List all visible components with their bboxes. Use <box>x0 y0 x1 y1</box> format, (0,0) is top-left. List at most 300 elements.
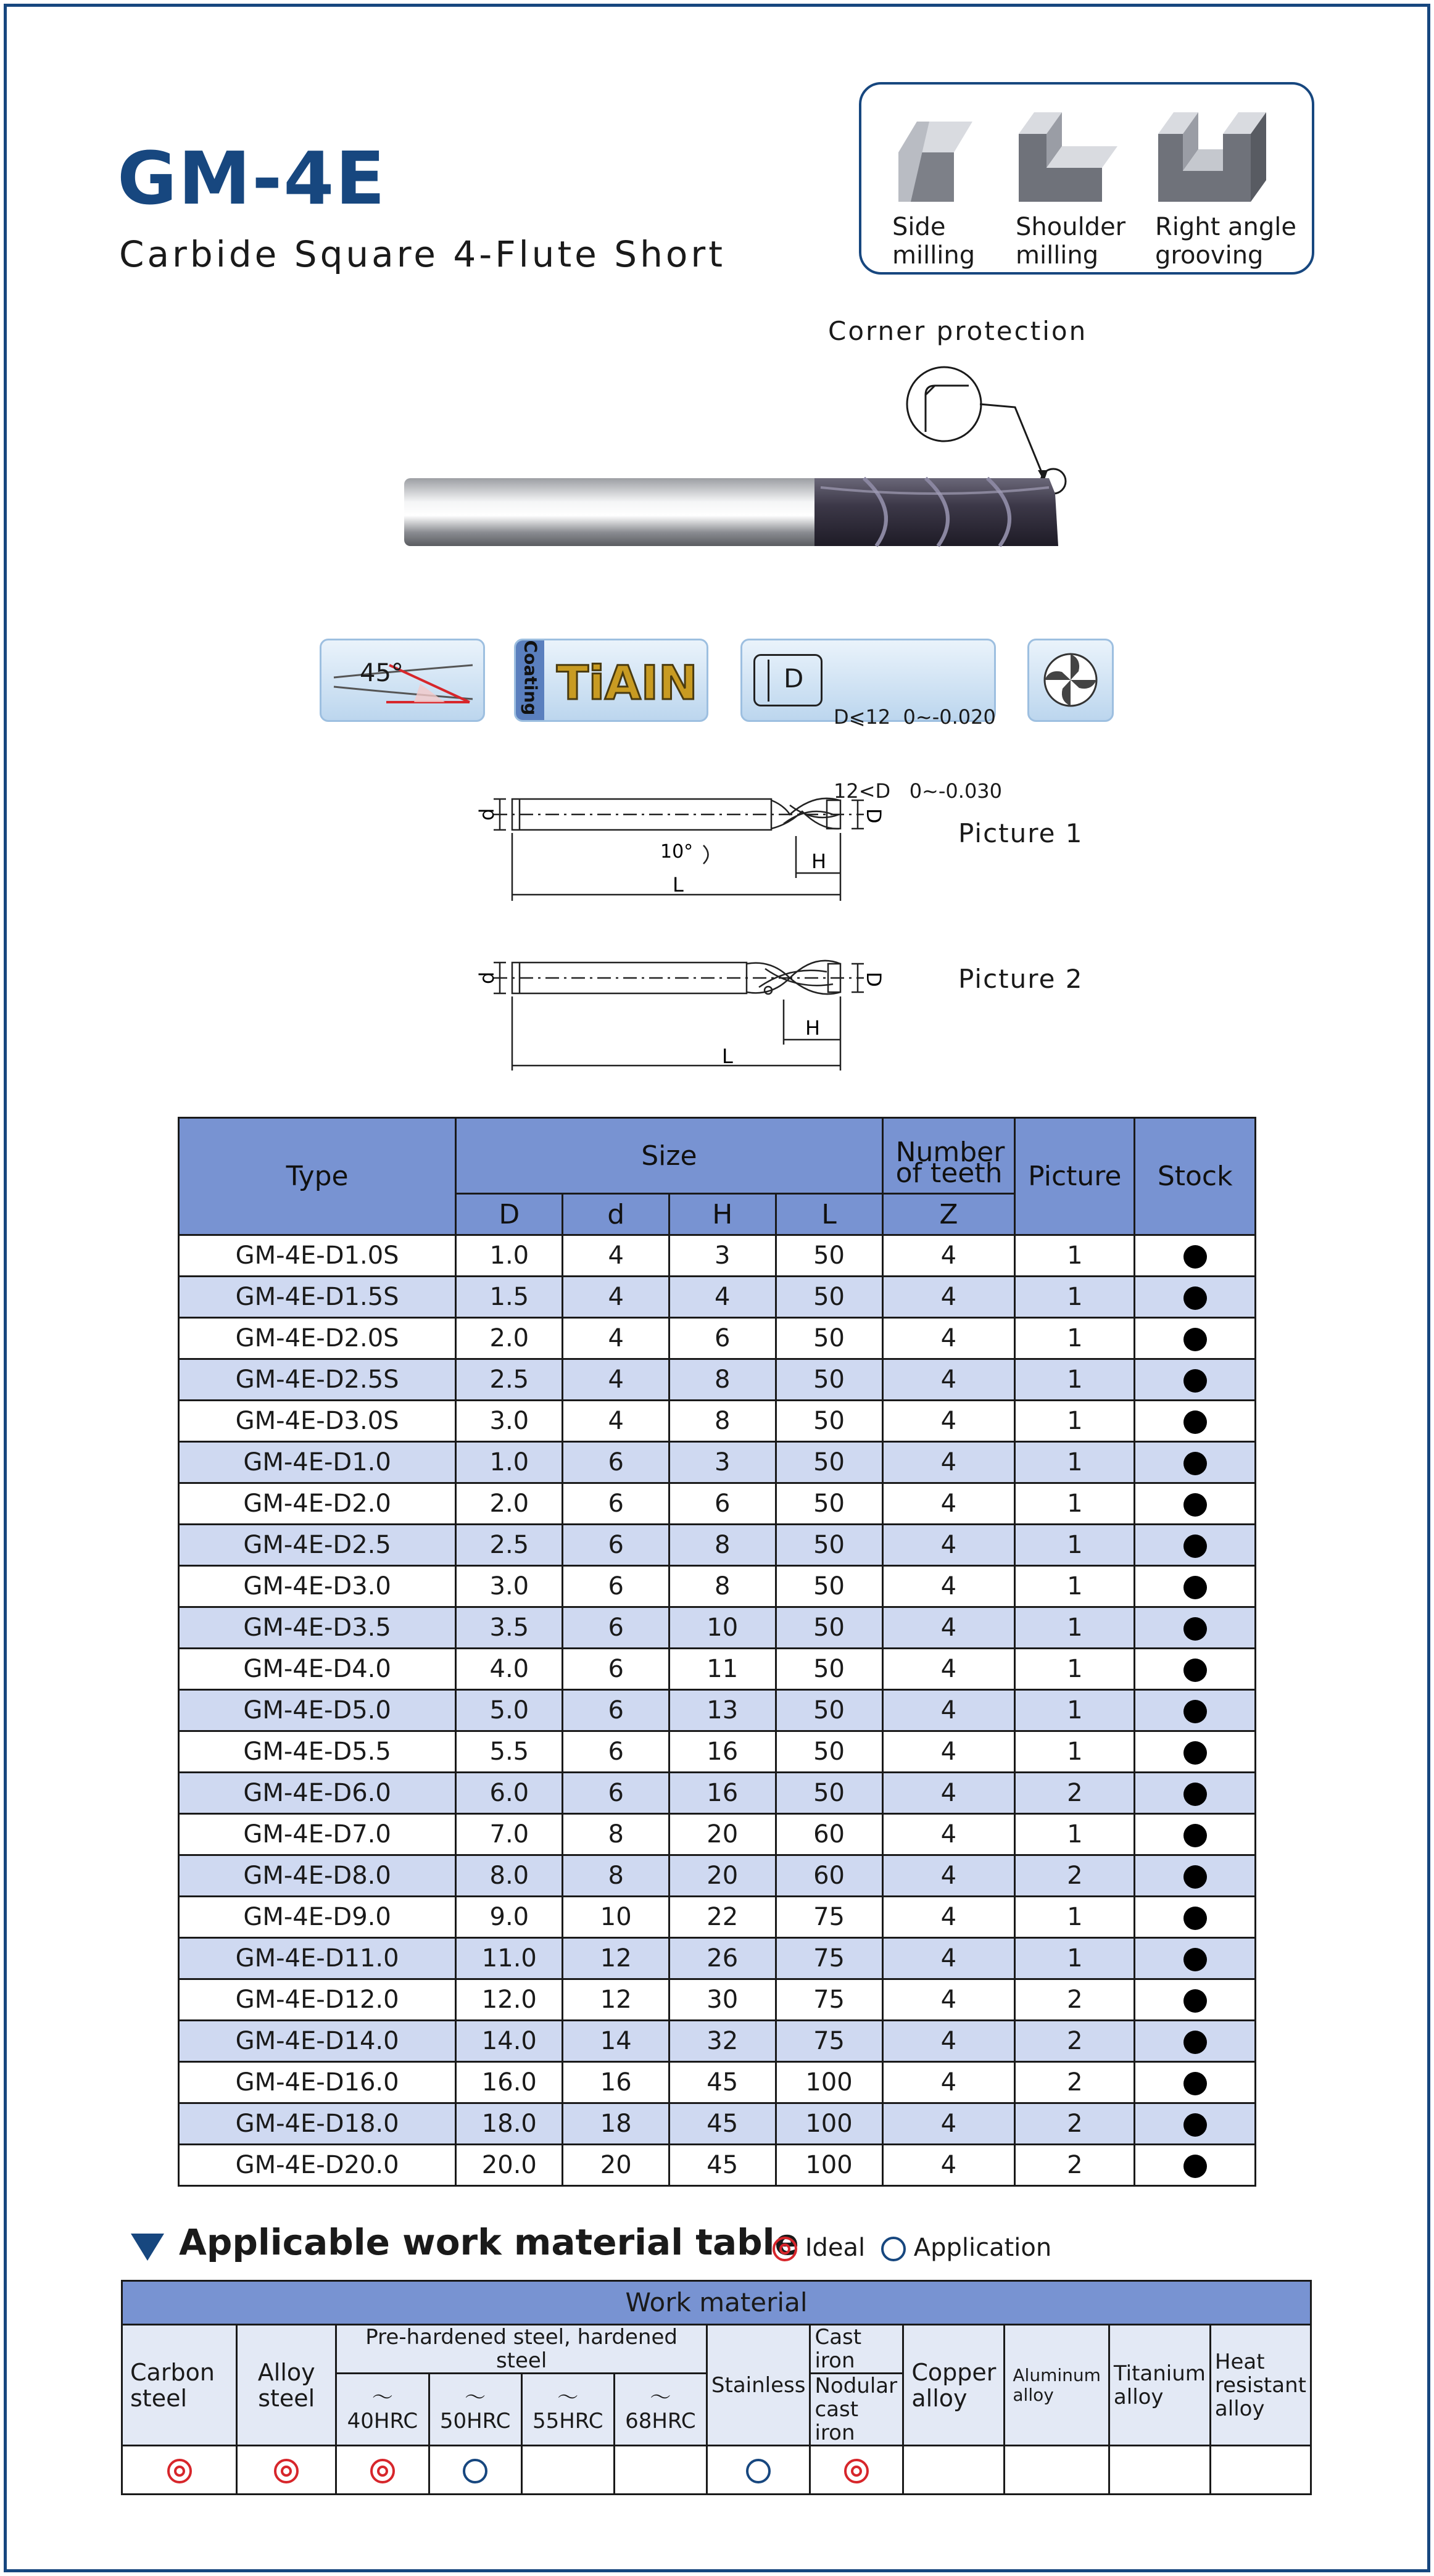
cell-Z: 4 <box>882 2021 1015 2062</box>
cell-type: GM-4E-D5.5 <box>179 1731 456 1773</box>
in-stock-dot-icon <box>1183 1245 1207 1269</box>
cell-d: 4 <box>563 1235 669 1277</box>
dim-H-label: H <box>805 1016 821 1040</box>
cell-D: 2.0 <box>456 1483 563 1525</box>
cell-type: GM-4E-D2.0S <box>179 1318 456 1359</box>
ideal-mark-icon <box>274 2459 299 2483</box>
dim-D-label: D <box>862 972 885 987</box>
cell-picture: 1 <box>1015 1897 1135 1938</box>
legend-ideal <box>773 2234 865 2262</box>
cell-d: 6 <box>563 1566 669 1607</box>
in-stock-dot-icon <box>1183 1700 1207 1723</box>
cell-Z: 4 <box>882 2062 1015 2103</box>
header-stock: Stock <box>1135 1118 1256 1235</box>
in-stock-dot-icon <box>1183 1286 1207 1310</box>
material-mark-cell <box>521 2446 614 2495</box>
cell-picture: 1 <box>1015 1359 1135 1401</box>
material-hrc-40: ～40HRC <box>336 2374 429 2446</box>
cell-Z: 4 <box>882 1277 1015 1318</box>
material-hrc-68: ～68HRC <box>614 2374 707 2446</box>
header-teeth: Number of teeth <box>882 1118 1015 1194</box>
header-H: H <box>669 1194 776 1235</box>
in-stock-dot-icon <box>1183 1576 1207 1599</box>
cell-L: 50 <box>776 1649 882 1690</box>
cell-type: GM-4E-D1.5S <box>179 1277 456 1318</box>
in-stock-dot-icon <box>1183 1865 1207 1889</box>
table-header-row <box>179 1118 1256 1194</box>
cell-picture: 2 <box>1015 2103 1135 2145</box>
cell-H: 4 <box>669 1277 776 1318</box>
cell-L: 75 <box>776 1979 882 2021</box>
cell-stock <box>1135 1855 1256 1897</box>
cell-picture: 1 <box>1015 1525 1135 1566</box>
cell-stock <box>1135 1897 1256 1938</box>
material-nodular-cast-iron: Nodular cast iron <box>810 2374 903 2446</box>
cell-d: 18 <box>563 2103 669 2145</box>
cell-picture: 2 <box>1015 2062 1135 2103</box>
cell-stock <box>1135 1401 1256 1442</box>
picture-1-drawing <box>469 787 938 913</box>
dim-D-label: D <box>862 808 885 824</box>
cell-type: GM-4E-D3.0S <box>179 1401 456 1442</box>
table-row <box>179 1607 1256 1649</box>
cell-Z: 4 <box>882 1773 1015 1814</box>
cell-Z: 4 <box>882 1442 1015 1483</box>
in-stock-dot-icon <box>1183 1493 1207 1517</box>
cell-L: 60 <box>776 1855 882 1897</box>
cell-H: 26 <box>669 1938 776 1979</box>
cell-picture: 2 <box>1015 2145 1135 2186</box>
operation-right-angle-grooving <box>1155 109 1296 270</box>
header-L: L <box>776 1194 882 1235</box>
cell-H: 8 <box>669 1525 776 1566</box>
table-row <box>179 1483 1256 1525</box>
cell-picture: 2 <box>1015 2021 1135 2062</box>
cell-D: 1.0 <box>456 1235 563 1277</box>
coating-name: TiAIN <box>557 655 698 710</box>
cell-H: 30 <box>669 1979 776 2021</box>
cell-type: GM-4E-D7.0 <box>179 1814 456 1855</box>
cell-type: GM-4E-D20.0 <box>179 2145 456 2186</box>
in-stock-dot-icon <box>1183 2072 1207 2095</box>
cell-D: 6.0 <box>456 1773 563 1814</box>
in-stock-dot-icon <box>1183 1659 1207 1682</box>
material-section-title: Applicable work material table <box>179 2221 799 2263</box>
cell-d: 6 <box>563 1607 669 1649</box>
table-row <box>179 2062 1256 2103</box>
cell-stock <box>1135 1979 1256 2021</box>
cell-L: 50 <box>776 1566 882 1607</box>
cell-d: 20 <box>563 2145 669 2186</box>
in-stock-dot-icon <box>1183 2155 1207 2178</box>
cell-Z: 4 <box>882 1566 1015 1607</box>
cell-picture: 1 <box>1015 1401 1135 1442</box>
in-stock-dot-icon <box>1183 1452 1207 1475</box>
material-mark-cell <box>1109 2446 1210 2495</box>
cell-d: 6 <box>563 1442 669 1483</box>
cell-H: 20 <box>669 1855 776 1897</box>
cell-type: GM-4E-D2.5 <box>179 1525 456 1566</box>
cell-H: 45 <box>669 2103 776 2145</box>
cell-H: 16 <box>669 1731 776 1773</box>
cell-L: 50 <box>776 1235 882 1277</box>
picture-1-label: Picture 1 <box>958 818 1084 848</box>
operation-label: Side milling <box>892 213 976 270</box>
table-row <box>179 1277 1256 1318</box>
cell-picture: 1 <box>1015 1566 1135 1607</box>
tolerance-symbol: D <box>784 663 804 694</box>
cell-stock <box>1135 1525 1256 1566</box>
cell-Z: 4 <box>882 2103 1015 2145</box>
cell-Z: 4 <box>882 1649 1015 1690</box>
cell-picture: 1 <box>1015 1483 1135 1525</box>
cell-picture: 1 <box>1015 1318 1135 1359</box>
dim-L-label: L <box>673 873 684 897</box>
cell-L: 50 <box>776 1318 882 1359</box>
cell-type: GM-4E-D6.0 <box>179 1773 456 1814</box>
legend-application-label: Application <box>913 2234 1052 2262</box>
ideal-mark-icon <box>370 2459 395 2483</box>
cell-picture: 1 <box>1015 1277 1135 1318</box>
cell-picture: 1 <box>1015 1690 1135 1731</box>
tolerance-line-1: D⩽12 0~-0.020 <box>834 705 996 729</box>
cell-H: 3 <box>669 1235 776 1277</box>
cell-d: 14 <box>563 2021 669 2062</box>
cell-picture: 1 <box>1015 1938 1135 1979</box>
cell-d: 8 <box>563 1814 669 1855</box>
cell-L: 100 <box>776 2103 882 2145</box>
material-header: Work material <box>122 2281 1311 2325</box>
dim-d-label: d <box>475 808 499 821</box>
material-mark-cell <box>1210 2446 1311 2495</box>
coating-label: Coating <box>520 640 541 716</box>
cell-Z: 4 <box>882 1359 1015 1401</box>
cell-type: GM-4E-D3.5 <box>179 1607 456 1649</box>
cell-picture: 1 <box>1015 1814 1135 1855</box>
operation-shoulder-milling <box>1016 109 1125 270</box>
material-stainless: Stainless <box>707 2325 810 2446</box>
cell-H: 10 <box>669 1607 776 1649</box>
cell-type: GM-4E-D9.0 <box>179 1897 456 1938</box>
cell-stock <box>1135 1938 1256 1979</box>
cell-stock <box>1135 1318 1256 1359</box>
table-row <box>179 2103 1256 2145</box>
helix-angle-value: 45° <box>360 659 404 687</box>
cell-Z: 4 <box>882 1525 1015 1566</box>
cell-Z: 4 <box>882 1483 1015 1525</box>
material-aluminum-alloy: Aluminum alloy <box>1005 2325 1109 2446</box>
right-angle-grooving-icon <box>1155 109 1272 202</box>
cell-D: 11.0 <box>456 1938 563 1979</box>
cell-d: 8 <box>563 1855 669 1897</box>
dim-L-label: L <box>722 1045 733 1068</box>
table-row <box>179 1731 1256 1773</box>
cell-d: 4 <box>563 1401 669 1442</box>
header-size: Size <box>456 1118 882 1194</box>
cell-stock <box>1135 1649 1256 1690</box>
cell-d: 12 <box>563 1979 669 2021</box>
table-row <box>179 1690 1256 1731</box>
end-mill-illustration <box>395 364 1092 577</box>
cell-Z: 4 <box>882 1979 1015 2021</box>
cell-type: GM-4E-D18.0 <box>179 2103 456 2145</box>
material-hrc-50: ～50HRC <box>429 2374 521 2446</box>
cell-d: 6 <box>563 1649 669 1690</box>
cell-H: 8 <box>669 1359 776 1401</box>
work-material-table <box>121 2280 1312 2495</box>
cell-H: 32 <box>669 2021 776 2062</box>
in-stock-dot-icon <box>1183 1741 1207 1765</box>
ideal-mark-icon <box>167 2459 192 2483</box>
cell-D: 3.0 <box>456 1401 563 1442</box>
cell-picture: 1 <box>1015 1649 1135 1690</box>
cell-Z: 4 <box>882 1731 1015 1773</box>
material-heat-resistant-alloy: Heat resistant alloy <box>1210 2325 1311 2446</box>
legend-ideal-label: Ideal <box>805 2234 866 2262</box>
in-stock-dot-icon <box>1183 1989 1207 2013</box>
cell-L: 50 <box>776 1442 882 1483</box>
cell-D: 8.0 <box>456 1855 563 1897</box>
operation-label: Right angle grooving <box>1155 213 1297 270</box>
legend-application <box>881 2234 1051 2262</box>
cell-type: GM-4E-D14.0 <box>179 2021 456 2062</box>
cell-stock <box>1135 1483 1256 1525</box>
shoulder-milling-icon <box>1016 109 1121 202</box>
material-mark-cell <box>336 2446 429 2495</box>
cell-picture: 2 <box>1015 1979 1135 2021</box>
cell-d: 16 <box>563 2062 669 2103</box>
material-mark-cell <box>1005 2446 1109 2495</box>
in-stock-dot-icon <box>1183 1369 1207 1393</box>
table-row <box>179 1773 1256 1814</box>
cell-d: 12 <box>563 1938 669 1979</box>
material-category-row <box>122 2325 1311 2374</box>
table-row <box>179 2021 1256 2062</box>
dim-H-label: H <box>811 850 827 873</box>
in-stock-dot-icon <box>1183 1410 1207 1434</box>
operation-side-milling <box>892 109 979 270</box>
material-cast-iron: Cast iron <box>810 2325 903 2374</box>
in-stock-dot-icon <box>1183 2113 1207 2137</box>
corner-protection-label: Corner protection <box>828 316 1088 346</box>
material-mark-cell <box>707 2446 810 2495</box>
table-row <box>179 2145 1256 2186</box>
cell-H: 20 <box>669 1814 776 1855</box>
picture-2-label: Picture 2 <box>958 964 1084 994</box>
cell-Z: 4 <box>882 1814 1015 1855</box>
cell-picture: 1 <box>1015 1235 1135 1277</box>
cell-d: 4 <box>563 1359 669 1401</box>
table-row <box>179 1442 1256 1483</box>
cell-Z: 4 <box>882 1897 1015 1938</box>
cell-L: 100 <box>776 2145 882 2186</box>
application-mark-icon <box>463 2459 487 2483</box>
cell-d: 6 <box>563 1525 669 1566</box>
cell-L: 75 <box>776 1897 882 1938</box>
cell-Z: 4 <box>882 2145 1015 2186</box>
tolerance-line-2: 12<D 0~-0.030 <box>834 779 1003 803</box>
cell-H: 13 <box>669 1690 776 1731</box>
cell-D: 3.0 <box>456 1566 563 1607</box>
four-flute-badge <box>1027 639 1114 722</box>
cell-H: 6 <box>669 1483 776 1525</box>
cell-stock <box>1135 1566 1256 1607</box>
cell-H: 6 <box>669 1318 776 1359</box>
cell-type: GM-4E-D1.0 <box>179 1442 456 1483</box>
four-flute-icon <box>1029 640 1112 720</box>
in-stock-dot-icon <box>1183 1328 1207 1351</box>
material-marks-row <box>122 2446 1311 2495</box>
diameter-box-icon <box>753 654 823 706</box>
table-row <box>179 1649 1256 1690</box>
material-mark-cell <box>122 2446 237 2495</box>
cell-d: 6 <box>563 1773 669 1814</box>
cell-H: 45 <box>669 2062 776 2103</box>
table-row <box>179 1235 1256 1277</box>
cell-D: 14.0 <box>456 2021 563 2062</box>
cell-stock <box>1135 1773 1256 1814</box>
cell-L: 50 <box>776 1773 882 1814</box>
cell-D: 2.5 <box>456 1525 563 1566</box>
table-row <box>179 1401 1256 1442</box>
operation-label: Shoulder milling <box>1016 213 1126 270</box>
header-Z: Z <box>882 1194 1015 1235</box>
cell-L: 50 <box>776 1359 882 1401</box>
cell-H: 3 <box>669 1442 776 1483</box>
angle-label: 10° <box>660 841 694 863</box>
in-stock-dot-icon <box>1183 1783 1207 1806</box>
cell-type: GM-4E-D12.0 <box>179 1979 456 2021</box>
material-titanium-alloy: Titanium alloy <box>1109 2325 1210 2446</box>
cell-D: 3.5 <box>456 1607 563 1649</box>
side-milling-icon <box>892 109 979 202</box>
table-row <box>179 1318 1256 1359</box>
cell-type: GM-4E-D3.0 <box>179 1566 456 1607</box>
cell-D: 5.5 <box>456 1731 563 1773</box>
ideal-mark-icon <box>844 2459 869 2483</box>
corner-detail-circle <box>907 367 981 441</box>
cell-picture: 2 <box>1015 1773 1135 1814</box>
cell-L: 50 <box>776 1483 882 1525</box>
cell-H: 22 <box>669 1897 776 1938</box>
cell-H: 16 <box>669 1773 776 1814</box>
cell-Z: 4 <box>882 1855 1015 1897</box>
cell-stock <box>1135 1235 1256 1277</box>
material-mark-cell <box>429 2446 521 2495</box>
material-alloy-steel: Alloy steel <box>237 2325 336 2446</box>
cell-picture: 1 <box>1015 1607 1135 1649</box>
operations-panel <box>859 82 1314 275</box>
in-stock-dot-icon <box>1183 2031 1207 2054</box>
cell-d: 10 <box>563 1897 669 1938</box>
cell-stock <box>1135 2103 1256 2145</box>
cell-stock <box>1135 2021 1256 2062</box>
cell-H: 8 <box>669 1401 776 1442</box>
cell-stock <box>1135 2145 1256 2186</box>
cell-Z: 4 <box>882 1938 1015 1979</box>
in-stock-dot-icon <box>1183 1824 1207 1847</box>
material-pre-hardened: Pre-hardened steel, hardened steel <box>336 2325 707 2374</box>
cell-Z: 4 <box>882 1401 1015 1442</box>
cell-stock <box>1135 2062 1256 2103</box>
cell-D: 12.0 <box>456 1979 563 2021</box>
cell-picture: 1 <box>1015 1731 1135 1773</box>
in-stock-dot-icon <box>1183 1948 1207 1971</box>
cell-picture: 2 <box>1015 1855 1135 1897</box>
cell-type: GM-4E-D4.0 <box>179 1649 456 1690</box>
cell-D: 1.0 <box>456 1442 563 1483</box>
cell-d: 6 <box>563 1483 669 1525</box>
cell-D: 9.0 <box>456 1897 563 1938</box>
cell-D: 16.0 <box>456 2062 563 2103</box>
cell-d: 6 <box>563 1731 669 1773</box>
cell-stock <box>1135 1359 1256 1401</box>
cell-Z: 4 <box>882 1318 1015 1359</box>
helix-angle-badge <box>320 639 485 722</box>
material-carbon-steel: Carbon steel <box>122 2325 237 2446</box>
material-mark-cell <box>810 2446 903 2495</box>
cell-type: GM-4E-D16.0 <box>179 2062 456 2103</box>
cell-d: 4 <box>563 1277 669 1318</box>
cell-d: 6 <box>563 1690 669 1731</box>
cell-D: 2.0 <box>456 1318 563 1359</box>
cell-H: 45 <box>669 2145 776 2186</box>
section-triangle-icon <box>131 2234 164 2261</box>
cell-H: 8 <box>669 1566 776 1607</box>
table-row <box>179 1359 1256 1401</box>
cell-stock <box>1135 1814 1256 1855</box>
cell-Z: 4 <box>882 1690 1015 1731</box>
cell-d: 4 <box>563 1318 669 1359</box>
in-stock-dot-icon <box>1183 1907 1207 1930</box>
header-type: Type <box>179 1118 456 1235</box>
cell-L: 50 <box>776 1525 882 1566</box>
table-row <box>179 1979 1256 2021</box>
page-subtitle: Carbide Square 4-Flute Short <box>119 233 726 275</box>
tolerance-badge <box>740 639 1003 803</box>
material-mark-cell <box>903 2446 1005 2495</box>
cell-L: 75 <box>776 1938 882 1979</box>
cell-stock <box>1135 1690 1256 1731</box>
cell-L: 50 <box>776 1731 882 1773</box>
cell-D: 20.0 <box>456 2145 563 2186</box>
cell-type: GM-4E-D11.0 <box>179 1938 456 1979</box>
in-stock-dot-icon <box>1183 1617 1207 1641</box>
cell-type: GM-4E-D2.5S <box>179 1359 456 1401</box>
cell-picture: 1 <box>1015 1442 1135 1483</box>
picture-2-drawing <box>469 947 938 1080</box>
cell-D: 1.5 <box>456 1277 563 1318</box>
cell-L: 60 <box>776 1814 882 1855</box>
table-row <box>179 1855 1256 1897</box>
in-stock-dot-icon <box>1183 1534 1207 1558</box>
cell-H: 11 <box>669 1649 776 1690</box>
cell-D: 5.0 <box>456 1690 563 1731</box>
material-copper-alloy: Copper alloy <box>903 2325 1005 2446</box>
header-picture: Picture <box>1015 1118 1135 1235</box>
table-row <box>179 1814 1256 1855</box>
application-mark-icon <box>746 2459 771 2483</box>
cell-stock <box>1135 1442 1256 1483</box>
page-title: GM-4E <box>117 136 386 221</box>
table-row <box>179 1897 1256 1938</box>
material-hrc-55: ～55HRC <box>521 2374 614 2446</box>
cell-Z: 4 <box>882 1235 1015 1277</box>
material-mark-cell <box>237 2446 336 2495</box>
table-row <box>179 1566 1256 1607</box>
table-row <box>179 1525 1256 1566</box>
cell-D: 2.5 <box>456 1359 563 1401</box>
